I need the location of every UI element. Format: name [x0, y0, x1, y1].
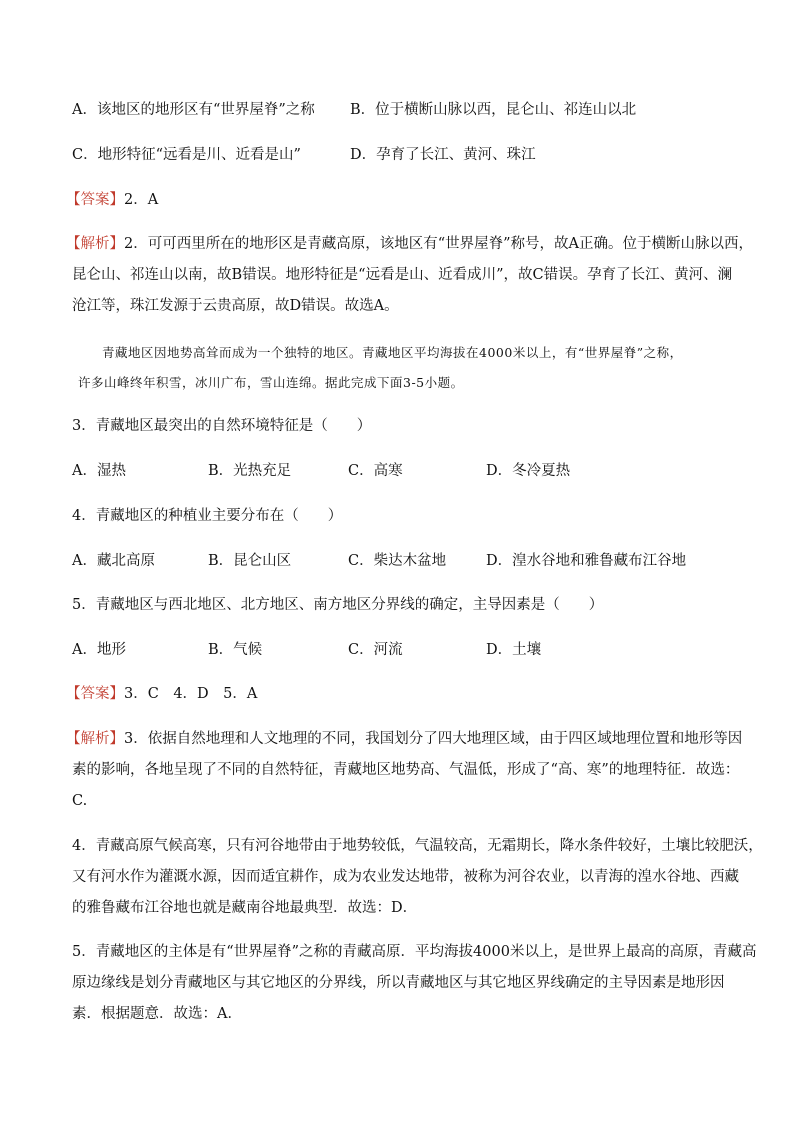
- q3-option-d: D．冬冷夏热: [486, 463, 571, 479]
- q4-option-b: B．昆仑山区: [208, 553, 292, 569]
- analysis-4-line-3: 的雅鲁藏布江谷地也就是藏南谷地最典型．故选：D．: [72, 900, 418, 916]
- q2-option-b: B．位于横断山脉以西，昆仑山、祁连山以北: [350, 102, 637, 118]
- q2-analysis-line-2: 昆仑山、祁连山以南，故B错误。地形特征是“远看是山、近看成川”，故C错误。孕育了长江、黄河、澜: [72, 267, 733, 283]
- analysis-tag: 【解析】: [66, 236, 124, 252]
- q4-stem: 4．青藏地区的种植业主要分布在（ ）: [72, 508, 343, 524]
- q2-analysis-line-1: [66, 234, 753, 254]
- analysis-3-line-2: 素的影响，各地呈现了不同的自然特征，青藏地区地势高、气温低，形成了“高、寒”的地理特征．故选：: [72, 762, 740, 778]
- analysis-5-line-1: 5．青藏地区的主体是有“世界屋脊”之称的青藏高原．平均海拔4000米以上，是世界上最高的高原，青藏高: [72, 944, 757, 960]
- q3-option-c: C．高寒: [348, 463, 403, 479]
- analysis-text: 2．可可西里所在的地形区是青藏高原，该地区有“世界屋脊”称号，故A正确。位于横断山脉以西，: [124, 236, 754, 252]
- analysis-5-line-3: 素．根据题意．故选：A．: [72, 1006, 242, 1022]
- q4-option-a: A．藏北高原: [72, 553, 155, 569]
- q4-option-c: C．柴达木盆地: [348, 553, 447, 569]
- q2-option-a: A．该地区的地形区有“世界屋脊”之称: [72, 102, 315, 118]
- passage-line-1: 青藏地区因地势高耸而成为一个独特的地区。青藏地区平均海拔在4000米以上，有“世界屋脊”之称，: [102, 345, 683, 360]
- analysis-4-line-2: 又有河水作为灌溉水源，因而适宜耕作，成为农业发达地带，被称为河谷农业，以青海的湟水谷地、西藏: [72, 869, 739, 885]
- q5-option-c: C．河流: [348, 642, 403, 658]
- q3-5-answer: [66, 684, 257, 704]
- answer-tag: 【答案】: [66, 192, 124, 208]
- answer-text: 3．C 4．D 5．A: [124, 686, 258, 702]
- answer-tag: 【答案】: [66, 686, 124, 702]
- q3-stem: 3．青藏地区最突出的自然环境特征是（ ）: [72, 418, 372, 434]
- q2-analysis-line-3: 沧江等，珠江发源于云贵高原，故D错误。故选A。: [72, 298, 399, 314]
- q5-option-a: A．地形: [72, 642, 126, 658]
- q5-option-b: B．气候: [208, 642, 263, 658]
- q4-option-d: D．湟水谷地和雅鲁藏布江谷地: [486, 553, 687, 569]
- q5-stem: 5．青藏地区与西北地区、北方地区、南方地区分界线的确定，主导因素是（ ）: [72, 597, 604, 613]
- analysis-tag: 【解析】: [66, 731, 124, 747]
- q2-option-d: D．孕育了长江、黄河、珠江: [350, 147, 536, 163]
- analysis-4-line-1: 4．青藏高原气候高寒，只有河谷地带由于地势较低，气温较高，无霜期长，降水条件较好，土壤比较肥沃，: [72, 838, 763, 854]
- answer-text: 2．A: [124, 192, 159, 208]
- q3-option-b: B．光热充足: [208, 463, 292, 479]
- analysis-3-line-1: [66, 729, 742, 749]
- analysis-text: 3．依据自然地理和人文地理的不同，我国划分了四大地理区域，由于四区域地理位置和地形等因: [124, 731, 743, 747]
- analysis-3-line-3: C.: [72, 793, 88, 809]
- analysis-5-line-2: 原边缘线是划分青藏地区与其它地区的分界线，所以青藏地区与其它地区界线确定的主导因素是地形因: [72, 975, 725, 991]
- q5-option-d: D．土壤: [486, 642, 542, 658]
- q2-option-c: C．地形特征“远看是川、近看是山”: [72, 147, 301, 163]
- q3-option-a: A．湿热: [72, 463, 126, 479]
- q2-answer: [66, 190, 158, 210]
- passage-line-2: 许多山峰终年积雪，冰川广布，雪山连绵。据此完成下面3-5小题。: [78, 375, 464, 390]
